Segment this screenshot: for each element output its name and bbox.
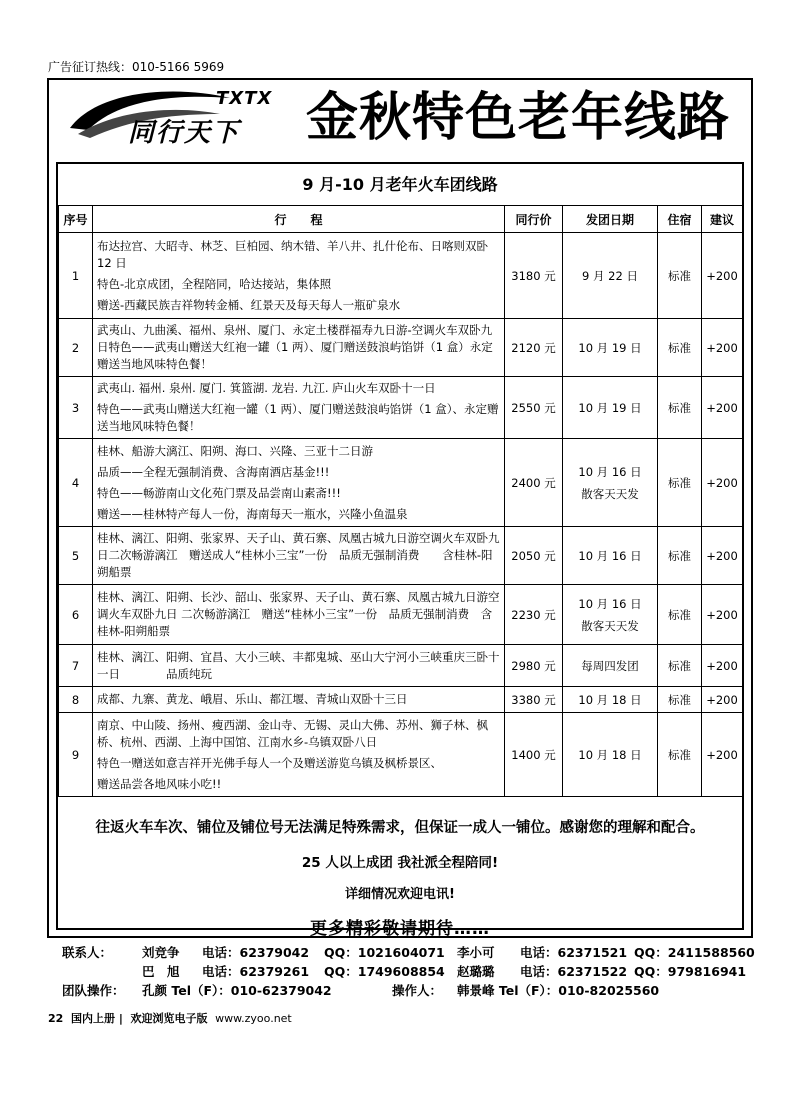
row-date: 10 月 18 日 <box>563 713 658 797</box>
contact-tel: 韩景峰 Tel（F）：010-82025560 <box>457 983 660 998</box>
row-itinerary <box>93 687 505 713</box>
date-line: 10 月 16 日 <box>578 464 642 479</box>
itinerary-line: 武夷山. 福州. 泉州. 厦门. 箕篮湖. 龙岩. 九江. 庐山火车双卧十一日 <box>97 381 436 395</box>
header-date: 发团日期 <box>563 206 658 233</box>
contact-label: 操作人： <box>392 983 443 998</box>
header-price: 同行价 <box>505 206 563 233</box>
table-row <box>59 585 743 645</box>
itinerary-line: 赠送-西藏民族吉祥物转金桶、红景天及每天每人一瓶矿泉水 <box>97 297 401 312</box>
row-price: 2400 元 <box>505 439 563 527</box>
contact-phone: 电话：62371522 <box>520 964 628 979</box>
date-line: 散客天天发 <box>581 486 639 501</box>
contact-tel: 孔颜 Tel（F）：010-62379042 <box>142 983 332 998</box>
itinerary-line: 特色一赠送如意吉祥开光佛手每人一个及赠送游览乌镇及枫桥景区、 <box>97 755 442 770</box>
contact-phone: 电话：62379042 <box>202 945 310 960</box>
contact-name: 巴 旭 <box>142 964 180 979</box>
row-price: 2050 元 <box>505 527 563 585</box>
contact-label: 团队操作： <box>62 983 125 998</box>
row-itinerary <box>93 585 505 645</box>
footer-url[interactable]: www.zyoo.net <box>215 1012 292 1025</box>
row-advice: +200 <box>702 527 743 585</box>
page-footer: 22 国内上册 | 欢迎浏览电子版 www.zyoo.net <box>48 1012 292 1025</box>
row-advice: +200 <box>702 645 743 687</box>
row-date: 10 月 18 日 <box>563 687 658 713</box>
page-number: 22 <box>48 1012 64 1025</box>
table-header-row <box>59 206 743 233</box>
row-price: 1400 元 <box>505 713 563 797</box>
itinerary-line: 南京、中山陵、扬州、瘦西湖、金山寺、无锡、灵山大佛、苏州、狮子林、枫桥、杭州、西湖、上海中国馆、江南水乡-乌镇双卧八日 <box>97 717 488 749</box>
row-price: 2120 元 <box>505 319 563 377</box>
row-itinerary <box>93 527 505 585</box>
itinerary-line: 赠送——桂林特产每人一份，海南每天一瓶水，兴隆小鱼温泉 <box>97 506 408 521</box>
contact-row <box>62 962 752 981</box>
row-no: 3 <box>59 377 93 439</box>
row-date <box>563 439 658 527</box>
row-date <box>563 585 658 645</box>
contact-label: 联系人： <box>62 945 113 960</box>
contact-name: 李小可 <box>457 945 495 960</box>
note-contact: 详细情况欢迎电讯! <box>345 887 455 902</box>
logo-chinese: 同行天下 <box>128 118 241 148</box>
row-no: 9 <box>59 713 93 797</box>
row-advice: +200 <box>702 233 743 319</box>
header-advice: 建议 <box>702 206 743 233</box>
row-advice: +200 <box>702 585 743 645</box>
row-no: 1 <box>59 233 93 319</box>
table-row <box>59 645 743 687</box>
contact-qq: QQ：1749608854 <box>324 964 445 979</box>
row-itinerary <box>93 439 505 527</box>
logo-latin: TXTX <box>216 88 273 109</box>
header-stay: 住宿 <box>658 206 702 233</box>
date-line: 10 月 16 日 <box>578 596 642 611</box>
table-row <box>59 319 743 377</box>
routes-table <box>58 205 743 797</box>
row-stay: 标准 <box>658 319 702 377</box>
contact-row <box>62 981 752 1000</box>
row-advice: +200 <box>702 377 743 439</box>
notes-block <box>58 808 742 939</box>
itinerary-line: 布达拉宫、大昭寺、林芝、巨柏园、纳木错、羊八井、扎什伦布、日喀则双卧 12 日 <box>97 238 488 270</box>
row-stay: 标准 <box>658 585 702 645</box>
row-itinerary <box>93 319 505 377</box>
contact-name: 赵璐璐 <box>457 964 495 979</box>
header-no: 序号 <box>59 206 93 233</box>
table-row <box>59 233 743 319</box>
table-row <box>59 527 743 585</box>
itinerary-line: 特色-北京成团，全程陪同，哈达接站，集体照 <box>97 276 332 291</box>
row-date: 10 月 19 日 <box>563 377 658 439</box>
row-date: 10 月 19 日 <box>563 319 658 377</box>
row-price: 2980 元 <box>505 645 563 687</box>
contacts-block <box>62 943 755 1000</box>
row-date: 10 月 16 日 <box>563 527 658 585</box>
row-no: 4 <box>59 439 93 527</box>
section-subtitle: 9 月-10 月老年火车团线路 <box>302 175 498 194</box>
row-stay: 标准 <box>658 645 702 687</box>
table-row <box>59 439 743 527</box>
itinerary-line: 赠送品尝各地风味小吃!! <box>97 776 222 791</box>
itinerary-line: 成都、九寨、黄龙、峨眉、乐山、都江堰、青城山双卧十三日 <box>97 692 408 706</box>
ad-hotline: 广告征订热线：010-5166 5969 <box>48 60 225 74</box>
contact-row <box>62 943 755 962</box>
row-date: 9 月 22 日 <box>563 233 658 319</box>
row-advice: +200 <box>702 439 743 527</box>
row-date: 每周四发团 <box>563 645 658 687</box>
note-train: 往返火车车次、铺位及铺位号无法满足特殊需求，但保证一成人一铺位。感谢您的理解和配合。 <box>95 820 705 836</box>
row-advice: +200 <box>702 687 743 713</box>
contact-qq: QQ：2411588560 <box>634 945 755 960</box>
row-stay: 标准 <box>658 377 702 439</box>
contact-phone: 电话：62379261 <box>202 964 310 979</box>
table-row <box>59 713 743 797</box>
itinerary-line: 桂林、漓江、阳朔、长沙、韶山、张家界、天子山、黄石寨、凤凰古城九日游空调火车双卧九日 二次畅游漓江 赠送“桂林小三宝”一份 品质无强制消费 含桂林-阳朔船票 <box>97 590 500 638</box>
row-no: 8 <box>59 687 93 713</box>
row-price: 2550 元 <box>505 377 563 439</box>
footer-section: 国内上册 <box>70 1012 115 1025</box>
itinerary-line: 桂林、漓江、阳朔、宜昌、大小三峡、丰都鬼城、巫山大宁河小三峡重庆三卧十一日 品质纯玩 <box>97 649 500 681</box>
row-no: 5 <box>59 527 93 585</box>
itinerary-line: 特色——畅游南山文化苑门票及品尝南山素斋!!! <box>97 485 341 500</box>
row-no: 7 <box>59 645 93 687</box>
row-stay: 标准 <box>658 687 702 713</box>
row-stay: 标准 <box>658 233 702 319</box>
row-no: 2 <box>59 319 93 377</box>
contact-qq: QQ：1021604071 <box>324 945 445 960</box>
row-price: 3180 元 <box>505 233 563 319</box>
row-stay: 标准 <box>658 439 702 527</box>
header-itinerary: 行 程 <box>93 206 505 233</box>
date-line: 散客天天发 <box>581 618 639 633</box>
row-advice: +200 <box>702 319 743 377</box>
note-group: 25 人以上成团 我社派全程陪同! <box>301 855 499 871</box>
itinerary-line: 桂林、漓江、阳朔、张家界、天子山、黄石寨、凤凰古城九日游空调火车双卧九日二次畅游漓江 赠送成人“桂林小三宝”一份 品质无强制消费 含桂林-阳朔船票 <box>97 531 500 579</box>
row-itinerary <box>93 645 505 687</box>
row-advice: +200 <box>702 713 743 797</box>
itinerary-line: 武夷山、九曲溪、福州、泉州、厦门、永定土楼群福寿九日游-空调火车双卧九日特色——武夷山赠送大红袍一罐（1 两）、厦门赠送鼓浪屿馅饼（1 盒）永定赠送当地风味特色餐！ <box>97 323 493 371</box>
row-stay: 标准 <box>658 527 702 585</box>
footer-tagline: 欢迎浏览电子版 <box>130 1012 208 1025</box>
contact-qq: QQ：979816941 <box>634 964 747 979</box>
table-row <box>59 377 743 439</box>
table-row <box>59 687 743 713</box>
row-stay: 标准 <box>658 713 702 797</box>
itinerary-line: 特色——武夷山赠送大红袍一罐（1 两）、厦门赠送鼓浪屿馅饼（1 盒）、永定赠送当地风味特色餐！ <box>97 402 499 433</box>
page-title: 金秋特色老年线路 <box>306 87 731 148</box>
row-itinerary <box>93 713 505 797</box>
itinerary-line: 桂林、船游大漓江、阳朔、海口、兴隆、三亚十二日游 <box>97 443 373 458</box>
row-itinerary <box>93 377 505 439</box>
row-price: 2230 元 <box>505 585 563 645</box>
row-no: 6 <box>59 585 93 645</box>
contact-name: 刘竞争 <box>142 945 180 960</box>
itinerary-line: 品质——全程无强制消费、含海南酒店基金!!! <box>97 464 330 479</box>
row-price: 3380 元 <box>505 687 563 713</box>
row-itinerary <box>93 233 505 319</box>
contact-phone: 电话：62371521 <box>520 945 628 960</box>
note-more: 更多精彩敬请期待…… <box>310 919 490 939</box>
